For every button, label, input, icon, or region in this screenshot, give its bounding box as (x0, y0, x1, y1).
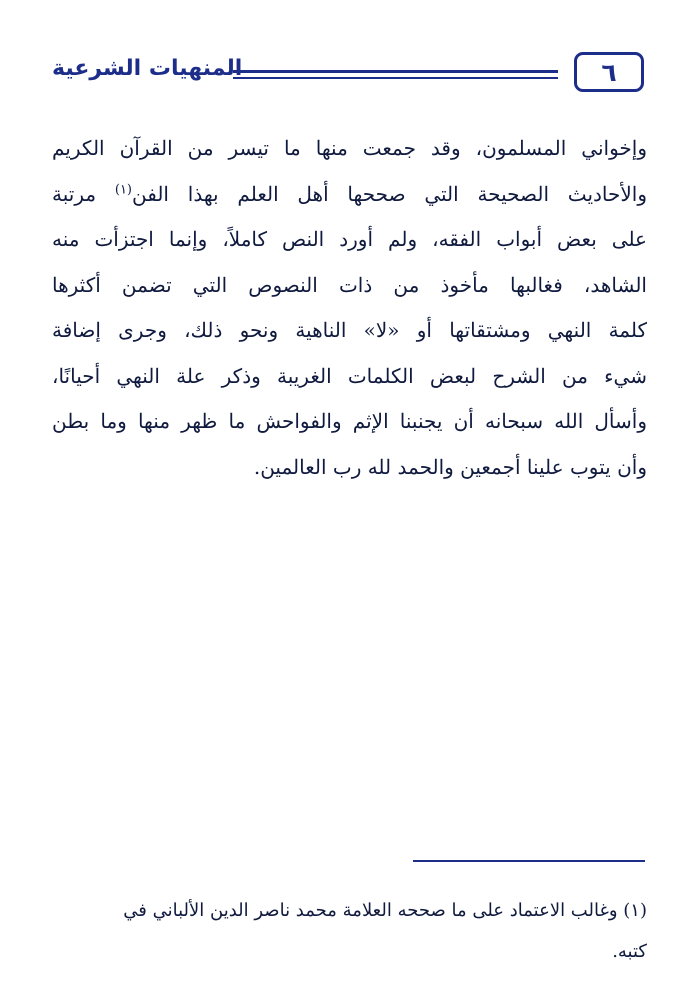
page-number: ٦ (574, 52, 644, 92)
book-title: المنهيات الشرعية (52, 56, 243, 81)
footnote-line-1: (١) وغالب الاعتماد على ما صححه العلامة محمد ناصر الدين الألباني في (123, 900, 647, 921)
footnote (52, 890, 647, 972)
footnote-separator (413, 860, 645, 862)
body-line-3: على بعض أبواب الفقه، ولم أورد النص كاملاً، وإنما اجتزأت منه (52, 227, 647, 251)
header-rule-bottom (233, 77, 558, 79)
footnote-line-2: كتبه. (612, 941, 647, 962)
body-line-5: كلمة النهي ومشتقاتها أو «لا» الناهية ونحو ذلك، وجرى إضافة (52, 318, 647, 342)
page-header (52, 52, 644, 98)
body-line-4: الشاهد، فغالبها مأخوذ من ذات النصوص التي تضمن أكثرها (52, 272, 647, 297)
body-line-6: شيء من الشرح لبعض الكلمات الغريبة وذكر علة النهي أحيانًا، (52, 363, 647, 388)
footnote-reference: (١) (114, 181, 132, 197)
body-line-7: وأسأل الله سبحانه أن يجنبنا الإثم والفواحش ما ظهر منها وما بطن (52, 409, 647, 433)
body-line-2 (52, 172, 647, 218)
body-line-2-end: مرتبة (52, 181, 97, 206)
body-line-1: وإخواني المسلمون، وقد جمعت منها ما تيسر من القرآن الكريم (52, 136, 647, 160)
body-text (52, 126, 647, 490)
header-rule-top (233, 70, 558, 73)
body-line-8: وأن يتوب علينا أجمعين والحمد لله رب العالمين. (253, 454, 647, 479)
body-line-2-text: والأحاديث الصحيحة التي صححها أهل العلم بهذا الفن (132, 181, 647, 206)
